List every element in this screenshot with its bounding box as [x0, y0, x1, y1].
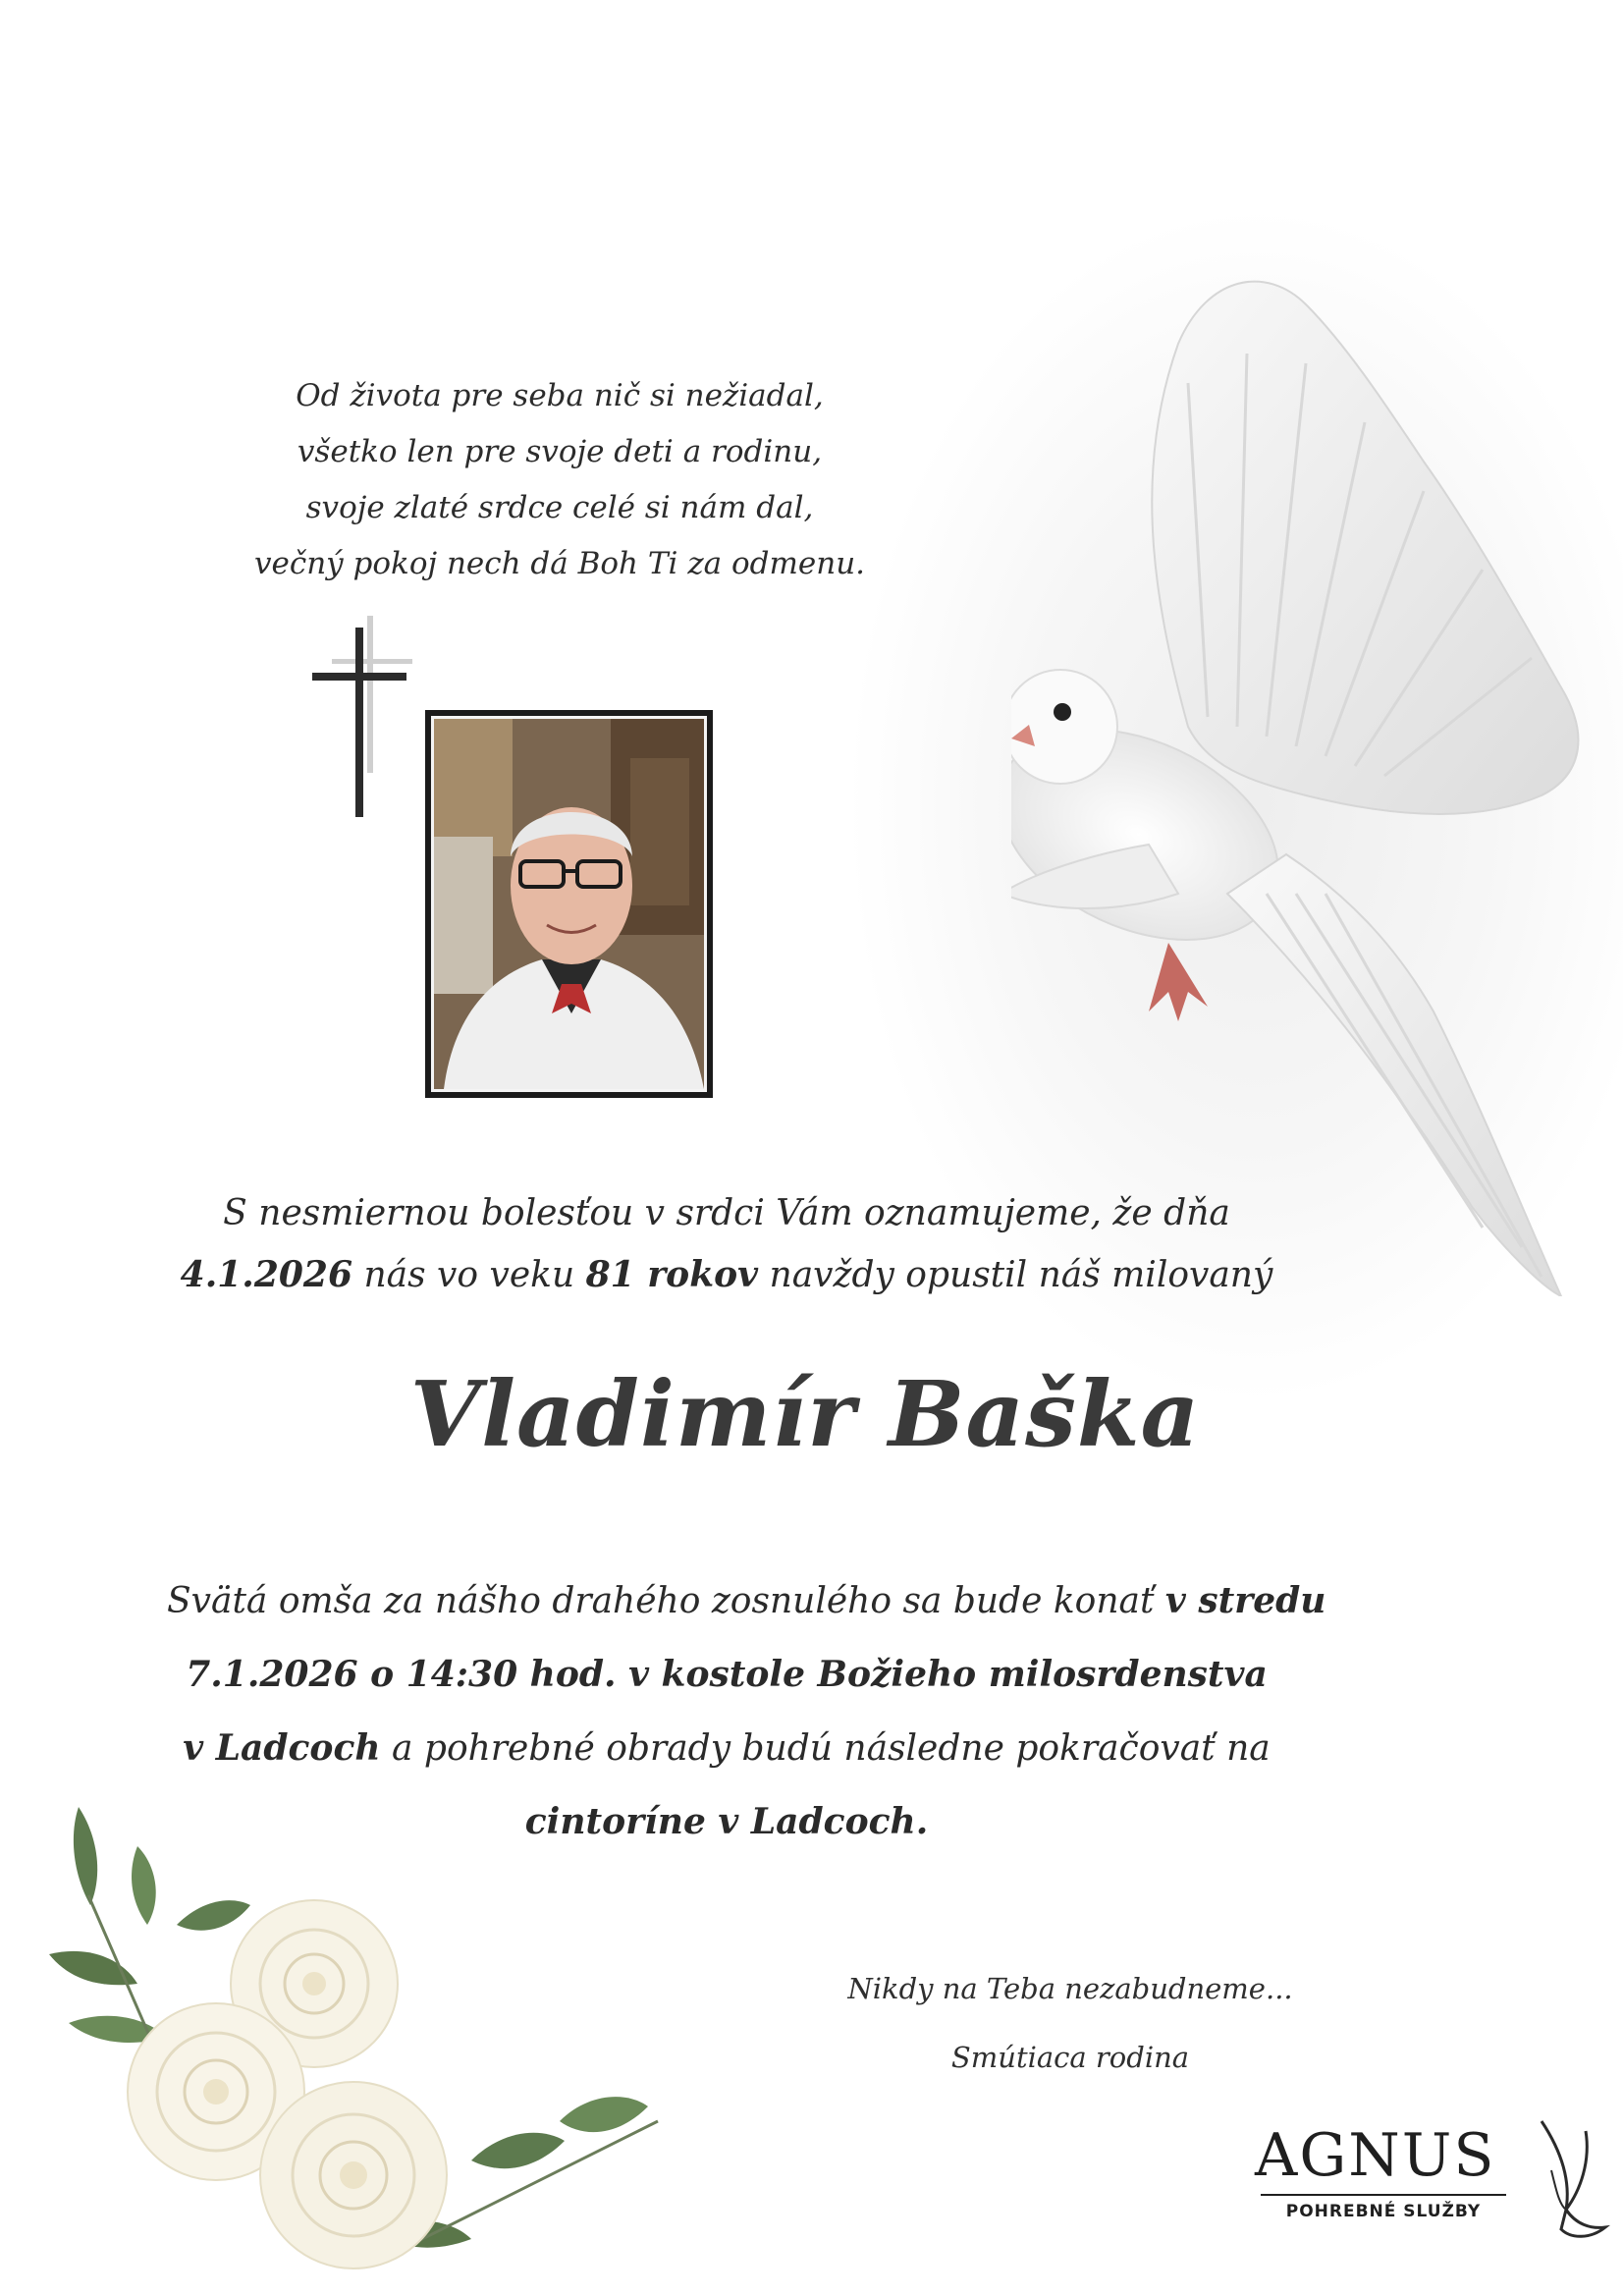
announcement-text: nás vo veku: [352, 1255, 586, 1295]
death-announcement: [177, 1183, 1276, 1306]
poem-line: svoje zlaté srdce celé si nám dal,: [305, 490, 814, 525]
closing: [746, 1954, 1394, 2092]
cross-icon: [312, 616, 414, 817]
mass-day: v stredu: [1164, 1580, 1326, 1621]
mass-church: v kostole Božieho milosrdenstva: [616, 1654, 1268, 1695]
mass-text: a pohrebné obrady budú následne pokračovať na: [380, 1728, 1271, 1769]
logo-name: AGNUS: [1255, 2121, 1496, 2190]
white-roses-illustration: [29, 1797, 776, 2288]
poem-line: Od života pre seba nič si nežiadal,: [296, 378, 824, 413]
age: 81 rokov: [585, 1254, 759, 1295]
cemetery: cintoríne v Ladcoch.: [524, 1801, 929, 1842]
portrait-photo: [431, 716, 707, 1092]
announcement-line-1: S nesmiernou bolesťou v srdci Vám oznamujeme, že dňa: [223, 1193, 1230, 1233]
mass-line-2: [167, 1638, 1286, 1712]
poem-line: všetko len pre svoje deti a rodinu,: [297, 434, 823, 469]
portrait-photo-frame: [425, 710, 713, 1098]
dove-icon: [1532, 2111, 1610, 2259]
mass-place: v Ladcoch: [183, 1727, 381, 1769]
logo-subtitle: POHREBNÉ SLUŽBY: [1261, 2194, 1506, 2221]
family-signature: Smútiaca rodina: [950, 2041, 1190, 2074]
death-date: 4.1.2026: [180, 1254, 353, 1295]
mass-datetime: 7.1.2026 o 14:30 hod.: [186, 1654, 617, 1695]
mass-line-1: [167, 1564, 1326, 1638]
mass-line-3: [167, 1712, 1286, 1785]
announcement-line-2: [177, 1244, 1276, 1306]
announcement-text: navždy opustil náš milovaný: [758, 1255, 1273, 1295]
dove-illustration: [1011, 265, 1620, 1296]
closing-line: Nikdy na Teba nezabudneme...: [847, 1972, 1293, 2005]
poem-line: večný pokoj nech dá Boh Ti za odmenu.: [253, 546, 866, 581]
mass-text: Svätá omša za nášho drahého zosnulého sa bude konať: [167, 1581, 1165, 1621]
deceased-name: Vladimír Baška: [409, 1361, 1201, 1467]
agnus-logo: [1247, 2111, 1610, 2259]
poem: [226, 368, 893, 592]
